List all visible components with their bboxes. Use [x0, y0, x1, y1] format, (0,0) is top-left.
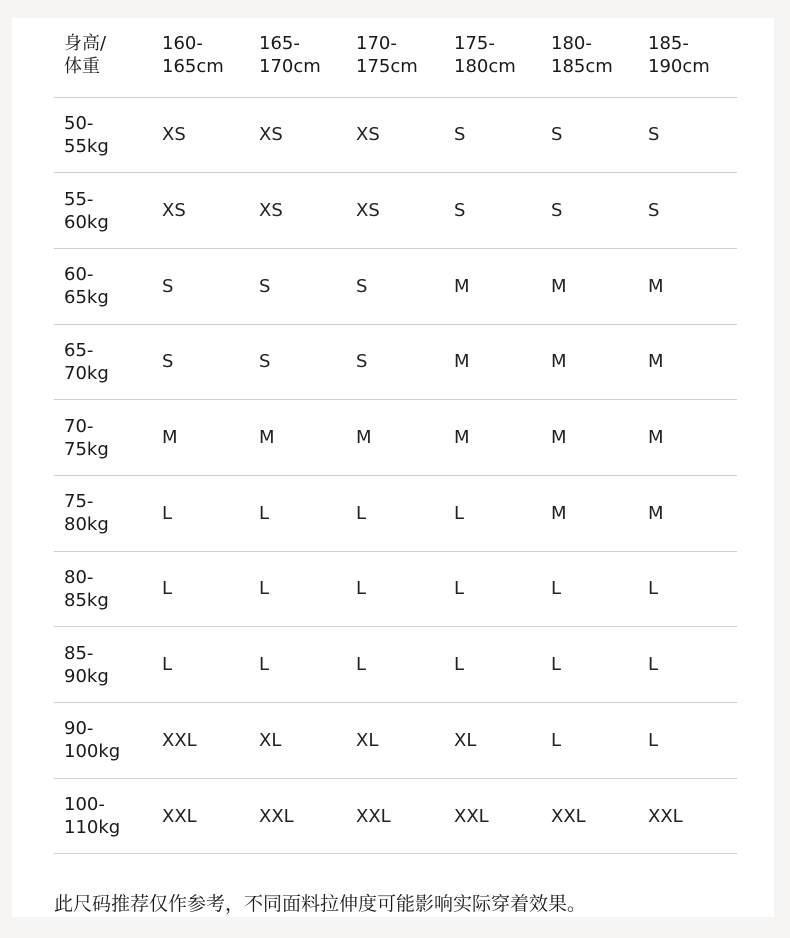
size-cell: L	[346, 475, 444, 551]
size-cell: L	[444, 551, 541, 627]
size-cell: XXL	[444, 778, 541, 854]
size-cell: S	[444, 173, 541, 249]
table-row	[54, 400, 737, 476]
size-cell: L	[249, 627, 346, 703]
size-cell: L	[249, 475, 346, 551]
disclaimer-note: 此尺码推荐仅作参考，不同面料拉伸度可能影响实际穿着效果。	[54, 893, 587, 915]
size-cell: L	[638, 703, 737, 779]
size-cell: M	[444, 324, 541, 400]
size-cell: M	[444, 248, 541, 324]
size-cell: M	[152, 400, 249, 476]
size-cell: XL	[346, 703, 444, 779]
size-cell: XXL	[249, 778, 346, 854]
size-cell: XL	[444, 703, 541, 779]
size-cell: S	[638, 173, 737, 249]
weight-range-cell: 75- 80kg	[54, 475, 152, 551]
size-cell: L	[444, 627, 541, 703]
size-cell: M	[638, 324, 737, 400]
size-cell: L	[346, 551, 444, 627]
table-row	[54, 703, 737, 779]
size-cell: L	[346, 627, 444, 703]
table-row	[54, 173, 737, 249]
size-cell: L	[541, 551, 638, 627]
size-cell: S	[638, 97, 737, 173]
table-body	[54, 97, 737, 854]
table-row	[54, 627, 737, 703]
weight-range-cell: 70- 75kg	[54, 400, 152, 476]
weight-range-cell: 100- 110kg	[54, 778, 152, 854]
size-cell: XS	[249, 173, 346, 249]
size-cell: L	[152, 475, 249, 551]
size-cell: L	[249, 551, 346, 627]
table-header-row	[54, 22, 737, 97]
size-cell: M	[346, 400, 444, 476]
size-cell: XXL	[346, 778, 444, 854]
size-cell: S	[346, 248, 444, 324]
weight-range-cell: 80- 85kg	[54, 551, 152, 627]
size-cell: S	[152, 248, 249, 324]
size-cell: XS	[346, 97, 444, 173]
size-cell: M	[541, 248, 638, 324]
table-row	[54, 324, 737, 400]
size-cell: L	[638, 627, 737, 703]
height-header: 175- 180cm	[444, 22, 541, 97]
size-cell: S	[249, 248, 346, 324]
size-cell: M	[249, 400, 346, 476]
size-cell: M	[638, 400, 737, 476]
size-cell: XXL	[152, 703, 249, 779]
size-cell: S	[346, 324, 444, 400]
size-cell: L	[638, 551, 737, 627]
weight-range-cell: 50- 55kg	[54, 97, 152, 173]
height-header: 185- 190cm	[638, 22, 737, 97]
size-cell: XS	[152, 97, 249, 173]
weight-range-cell: 65- 70kg	[54, 324, 152, 400]
height-header: 170- 175cm	[346, 22, 444, 97]
height-header: 165- 170cm	[249, 22, 346, 97]
size-cell: S	[444, 97, 541, 173]
size-cell: M	[444, 400, 541, 476]
table-row	[54, 551, 737, 627]
table-row	[54, 778, 737, 854]
height-header: 160- 165cm	[152, 22, 249, 97]
size-cell: XXL	[541, 778, 638, 854]
size-cell: XXL	[152, 778, 249, 854]
weight-range-cell: 55- 60kg	[54, 173, 152, 249]
size-cell: XS	[346, 173, 444, 249]
size-cell: S	[541, 97, 638, 173]
size-cell: M	[541, 324, 638, 400]
weight-range-cell: 60- 65kg	[54, 248, 152, 324]
size-chart-table	[54, 22, 737, 854]
size-cell: L	[541, 703, 638, 779]
size-cell: S	[249, 324, 346, 400]
size-cell: M	[541, 400, 638, 476]
size-cell: XS	[249, 97, 346, 173]
size-cell: XS	[152, 173, 249, 249]
table-row	[54, 475, 737, 551]
table-row	[54, 248, 737, 324]
size-cell: L	[152, 551, 249, 627]
size-cell: S	[541, 173, 638, 249]
corner-header: 身高/ 体重	[54, 22, 152, 97]
height-header: 180- 185cm	[541, 22, 638, 97]
weight-range-cell: 85- 90kg	[54, 627, 152, 703]
size-cell: L	[152, 627, 249, 703]
size-cell: XL	[249, 703, 346, 779]
size-cell: L	[541, 627, 638, 703]
size-cell: XXL	[638, 778, 737, 854]
size-cell: M	[541, 475, 638, 551]
size-cell: L	[444, 475, 541, 551]
size-cell: M	[638, 475, 737, 551]
weight-range-cell: 90- 100kg	[54, 703, 152, 779]
table-row	[54, 97, 737, 173]
size-cell: S	[152, 324, 249, 400]
size-cell: M	[638, 248, 737, 324]
